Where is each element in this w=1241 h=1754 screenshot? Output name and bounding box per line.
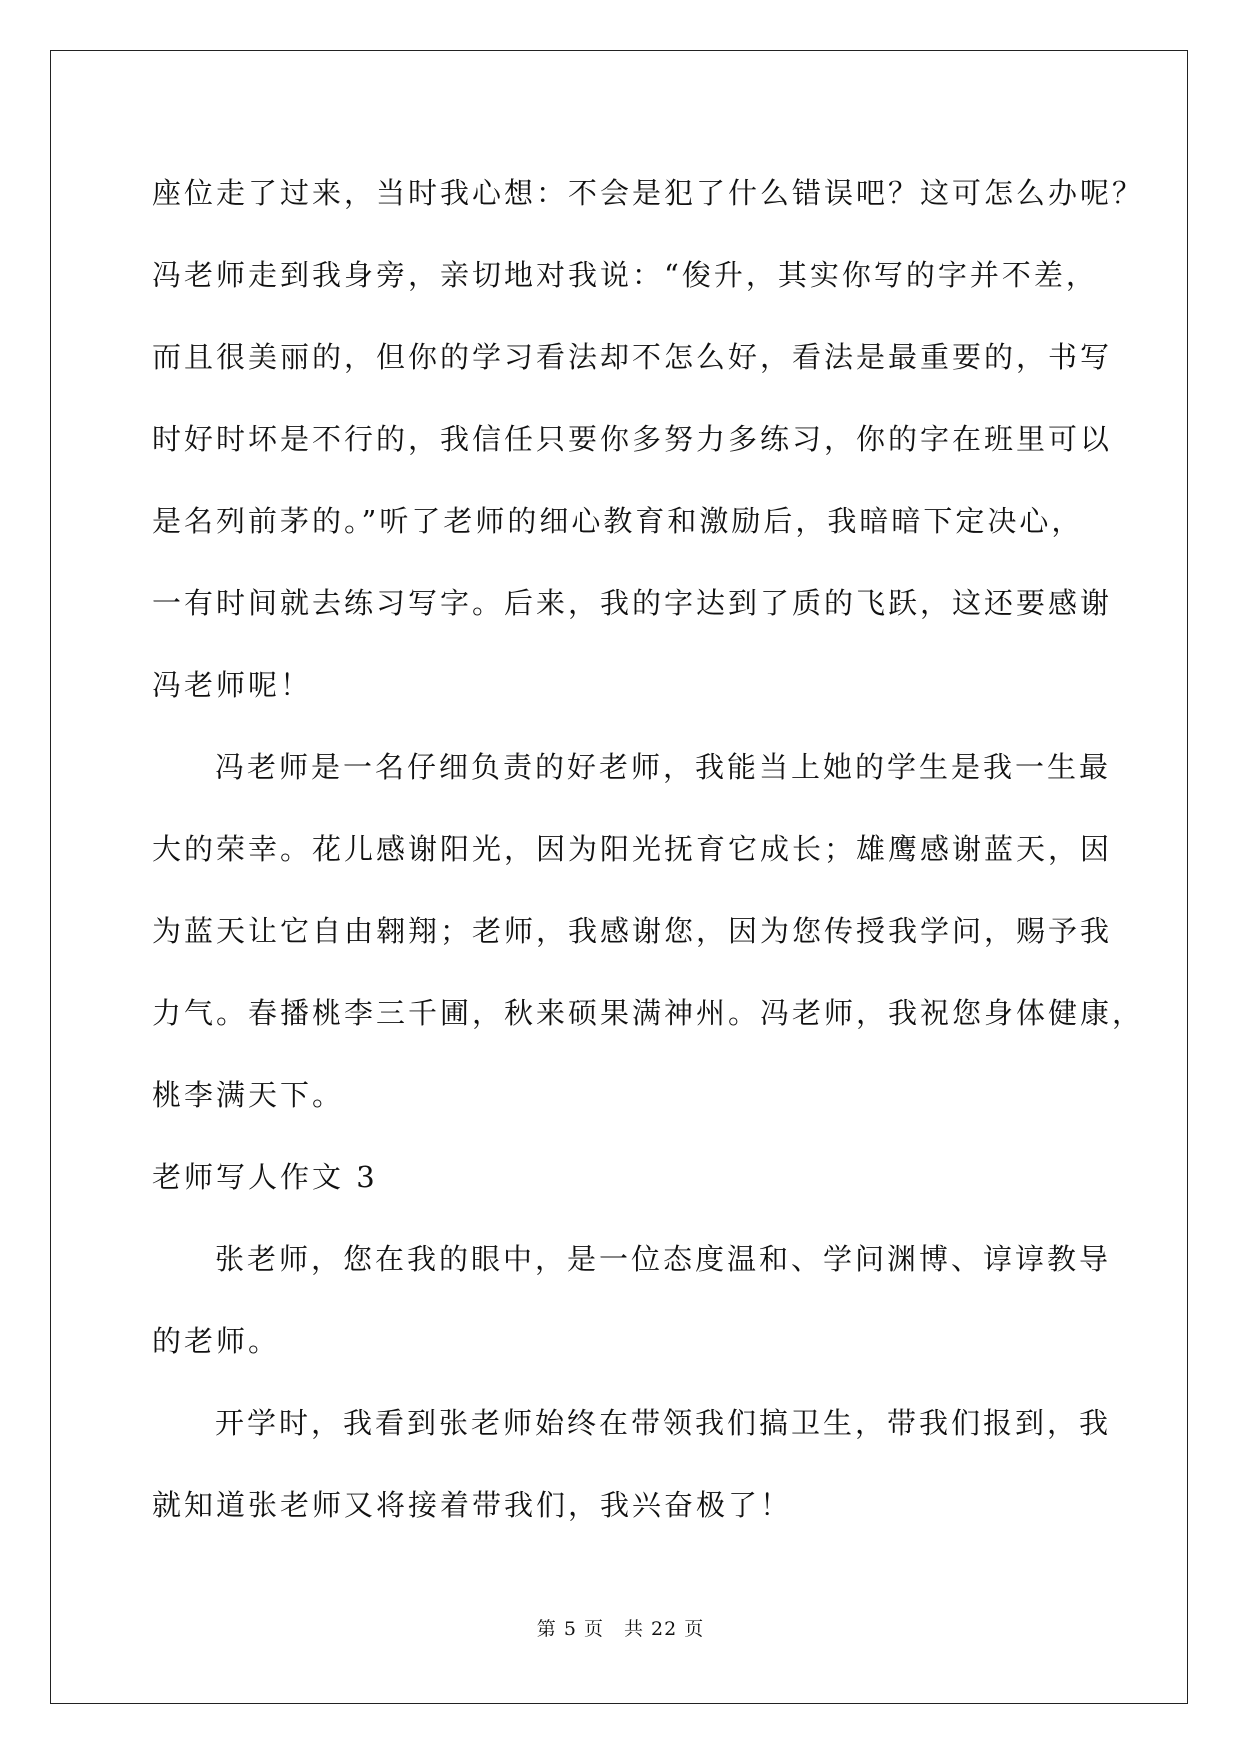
text-line: 座位走了过来，当时我心想：不会是犯了什么错误吧？这可怎么办呢？ (152, 176, 1145, 210)
page-number-footer: 第 5 页 共 22 页 (536, 1618, 705, 1640)
text-line: 一有时间就去练习写字。后来，我的字达到了质的飞跃，这还要感谢 (152, 586, 1113, 620)
text-line: 桃李满天下。 (152, 1078, 345, 1112)
text-line: 冯老师呢！ (152, 668, 313, 702)
section-heading: 老师写人作文 3 (152, 1160, 378, 1194)
paragraph-first-line: 张老师，您在我的眼中，是一位态度温和、学问渊博、谆谆教导 (215, 1242, 1112, 1276)
text-line: 冯老师走到我身旁，亲切地对我说：“俊升，其实你写的字并不差， (152, 258, 1098, 292)
text-line: 力气。春播桃李三千圃，秋来硕果满神州。冯老师，我祝您身体健康， (152, 996, 1145, 1030)
text-line: 为蓝天让它自由翱翔；老师，我感谢您，因为您传授我学问，赐予我 (152, 914, 1113, 948)
text-line: 大的荣幸。花儿感谢阳光，因为阳光抚育它成长；雄鹰感谢蓝天，因 (152, 832, 1113, 866)
text-line: 的老师。 (152, 1324, 281, 1358)
text-line: 就知道张老师又将接着带我们，我兴奋极了！ (152, 1488, 793, 1522)
text-line: 时好时坏是不行的，我信任只要你多努力多练习，你的字在班里可以 (152, 422, 1113, 456)
paragraph-first-line: 开学时，我看到张老师始终在带领我们搞卫生，带我们报到，我 (215, 1406, 1112, 1440)
document-body (152, 152, 1145, 1546)
text-line: 是名列前茅的。”听了老师的细心教育和激励后，我暗暗下定决心， (152, 504, 1084, 538)
text-line: 而且很美丽的，但你的学习看法却不怎么好，看法是最重要的，书写 (152, 340, 1113, 374)
paragraph-first-line: 冯老师是一名仔细负责的好老师，我能当上她的学生是我一生最 (215, 750, 1112, 784)
